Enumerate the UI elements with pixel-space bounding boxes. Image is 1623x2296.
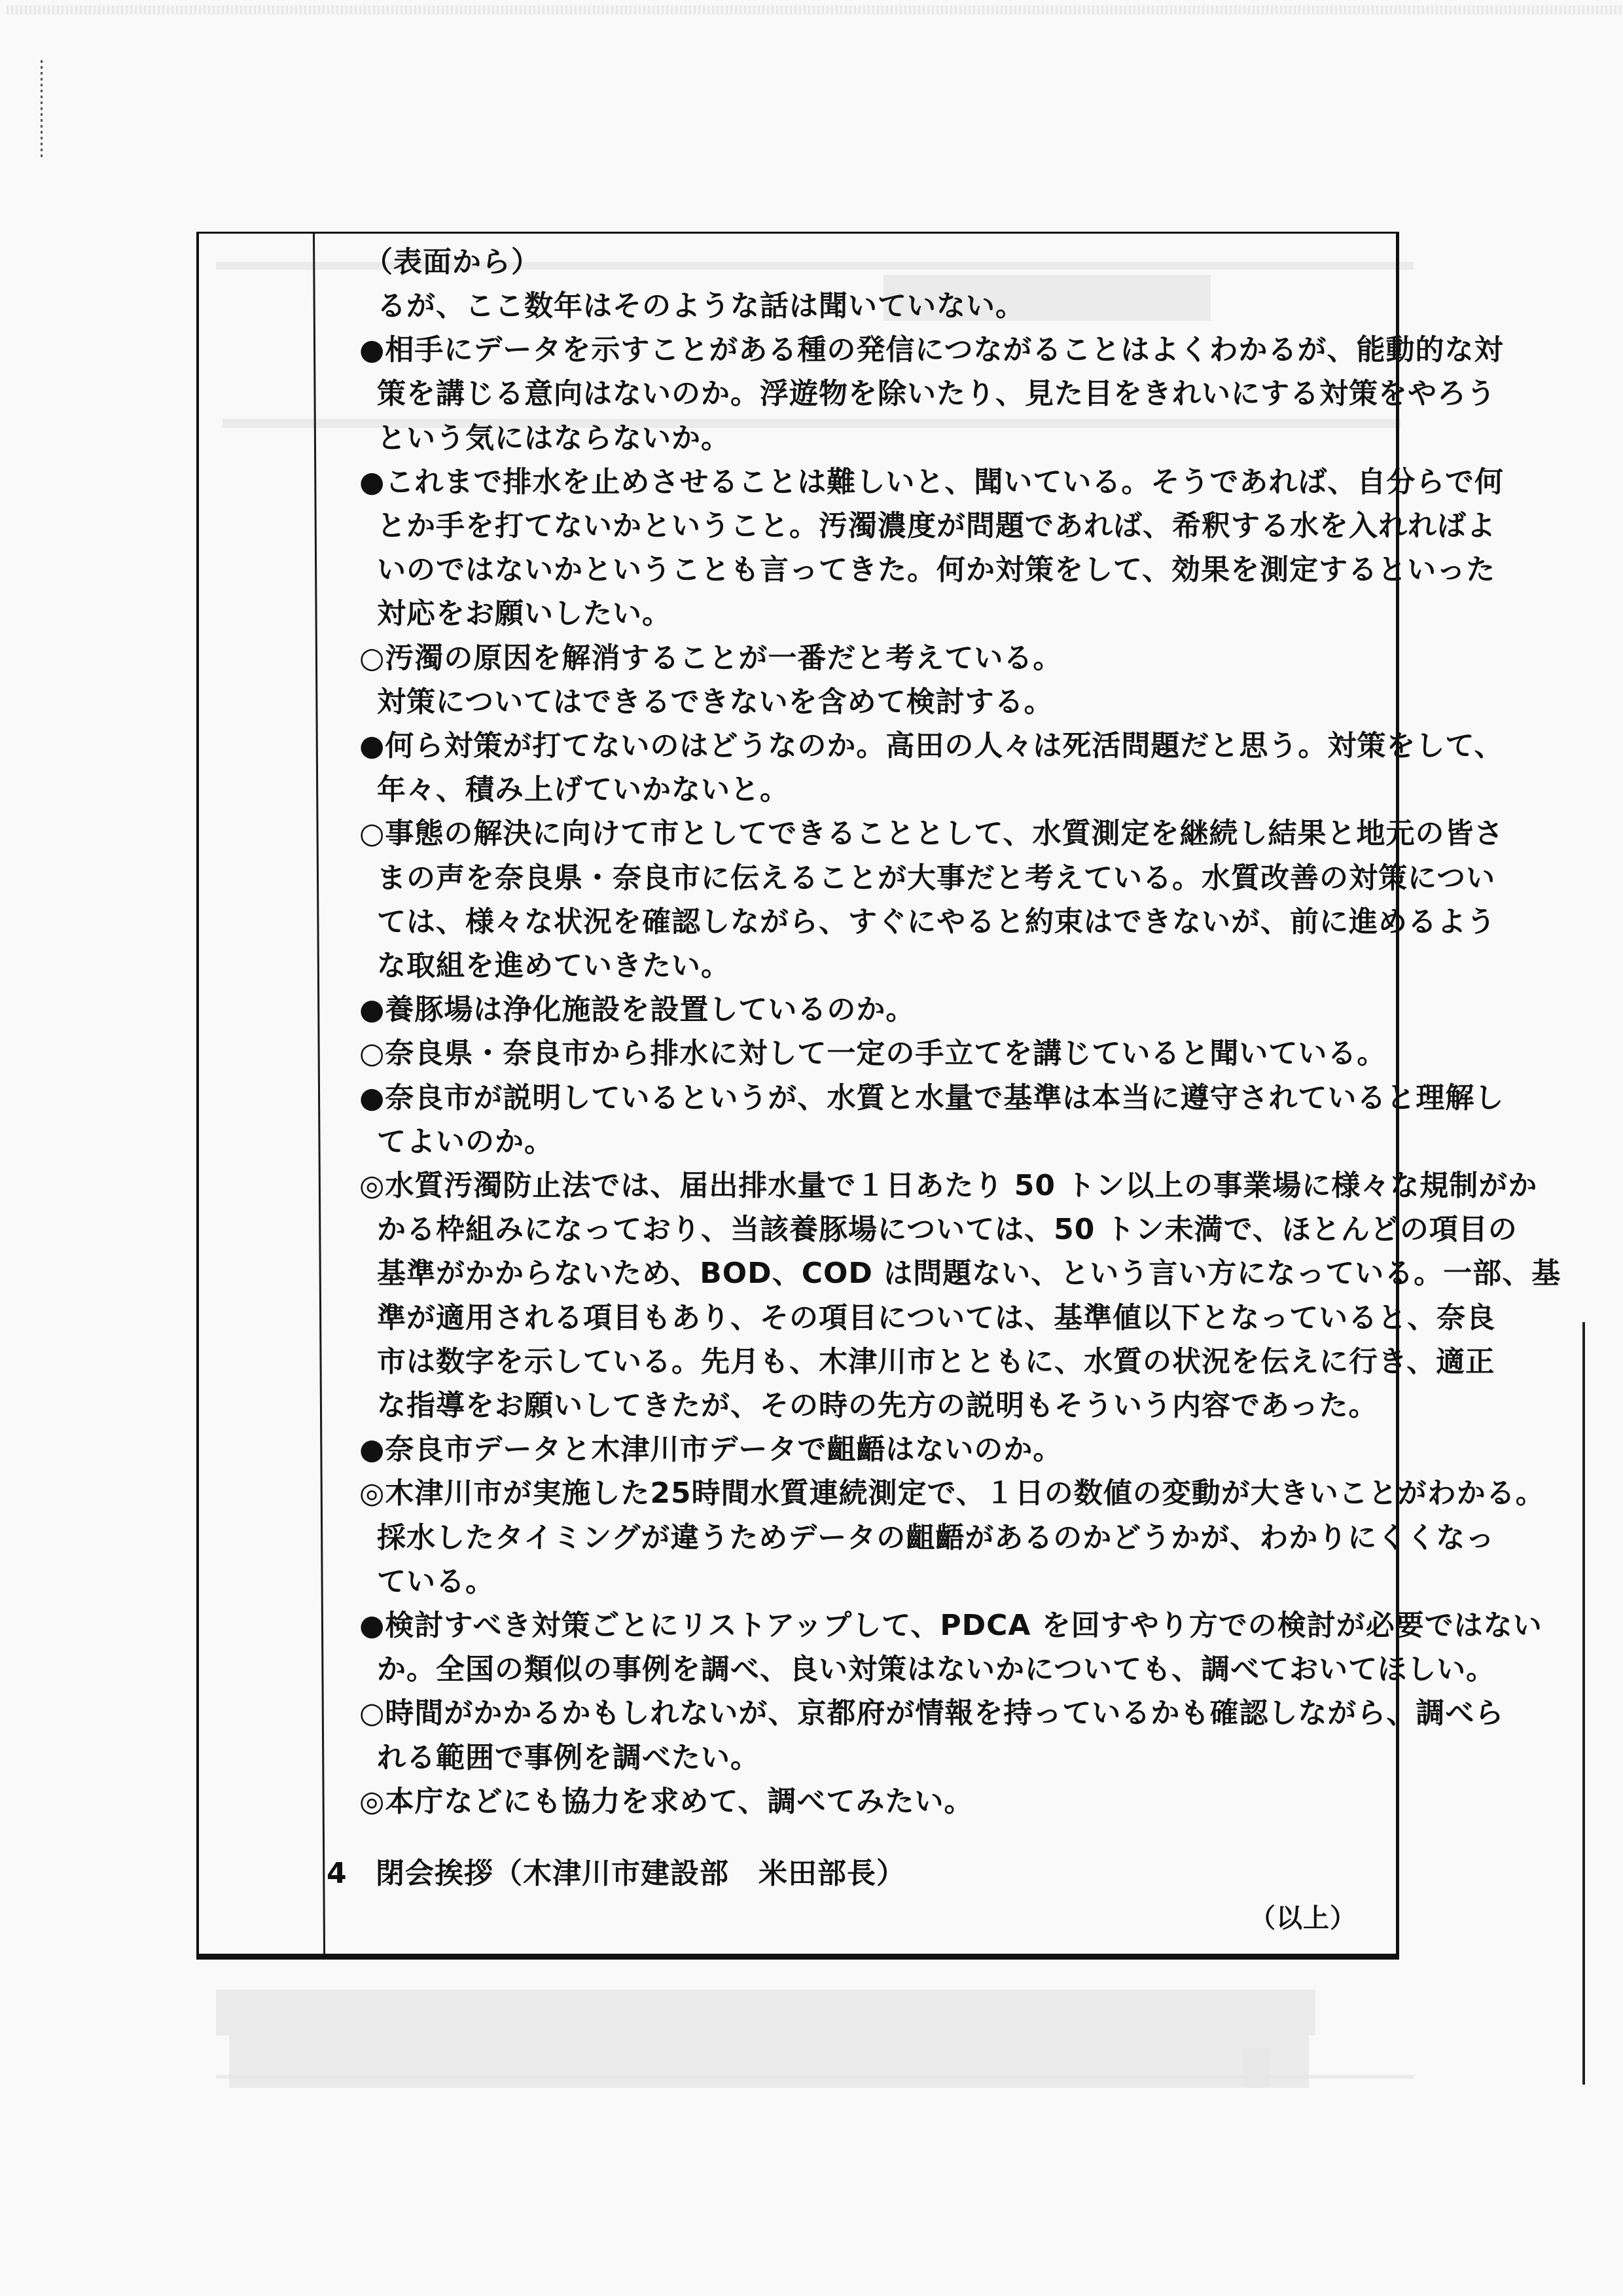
remark-continuation: な取組を進めていきたい。 xyxy=(377,949,730,982)
remark-continuation: ている。 xyxy=(377,1564,495,1598)
remark-continuation: ては、様々な状況を確認しながら、すぐにやると約束はできないが、前に進めるよう xyxy=(377,905,1496,939)
remark-continuation: いのではないかということも言ってきた。何か対策をして、効果を測定するといった xyxy=(377,553,1496,587)
remark-line: ●何ら対策が打てないのはどうなのか。高田の人々は死活問題だと思う。対策をして、 xyxy=(359,729,1504,762)
minutes-body xyxy=(199,234,1561,1954)
scan-mark-left xyxy=(41,60,43,158)
remark-line: ◎水質汚濁防止法では、届出排水量で１日あたり 50 トン以上の事業場に様々な規制がか xyxy=(359,1169,1538,1202)
remark-line: ●相手にデータを示すことがある種の発信につながることはよくわかるが、能動的な対 xyxy=(359,333,1504,367)
remark-line: ●養豚場は浄化施設を設置しているのか。 xyxy=(359,993,916,1027)
remark-line: ○時間がかかるかもしれないが、京都府が情報を持っているかも確認しながら、調べら xyxy=(359,1696,1505,1731)
remark-continuation: 基準がかからないため、BOD、COD は問題ない、という言い方になっている。一部、基 xyxy=(377,1257,1561,1291)
remark-line: ●奈良市データと木津川市データで齟齬はないのか。 xyxy=(359,1433,1063,1467)
remark-continuation: るが、ここ数年はそのような話は聞いていない。 xyxy=(377,289,1025,323)
end-mark: （以上） xyxy=(1249,1903,1357,1933)
show-through-ghost xyxy=(229,2036,1309,2088)
remark-continuation: てよいのか。 xyxy=(377,1124,554,1158)
remark-line: ●奈良市が説明しているというが、水質と水量で基準は本当に遵守されていると理解し xyxy=(359,1081,1505,1115)
scan-noise-top xyxy=(7,5,1623,14)
remark-line: ●これまで排水を止めさせることは難しいと、聞いている。そうであれば、自分らで何 xyxy=(359,465,1504,499)
remark-continuation: かる枠組みになっており、当該養豚場については、50 トン未満で、ほとんどの項目の xyxy=(377,1213,1518,1247)
remark-continuation: 準が適用される項目もあり、その項目については、基準値以下となっていると、奈良 xyxy=(377,1300,1496,1335)
section-4-heading xyxy=(327,1857,906,1891)
section-title: 閉会挨拶（木津川市建設部 米田部長） xyxy=(376,1857,906,1890)
show-through-ghost xyxy=(216,2075,1414,2079)
remark-line: ○奈良県・奈良市から排水に対して一定の手立てを講じていると聞いている。 xyxy=(359,1037,1387,1071)
remark-continuation: まの声を奈良県・奈良市に伝えることが大事だと考えている。水質改善の対策につい xyxy=(377,861,1496,895)
remark-continuation: 対策についてはできるできないを含めて検討する。 xyxy=(377,685,1054,719)
show-through-ghost xyxy=(216,1990,1315,2036)
remark-line: ●検討すべき対策ごとにリストアップして、PDCA を回すやり方での検討が必要ではない xyxy=(359,1609,1543,1642)
remark-continuation: 市は数字を示している。先月も、木津川市とともに、水質の状況を伝えに行き、適正 xyxy=(377,1344,1495,1378)
remark-line: ◎木津川市が実施した25時間水質連続測定で、１日の数値の変動が大きいことがわかる。 xyxy=(359,1477,1545,1511)
section-number: 4 xyxy=(327,1857,348,1890)
remark-continuation: とか手を打てないかということ。汚濁濃度が問題であれば、希釈する水を入れればよ xyxy=(377,509,1496,543)
remark-continuation: 策を講じる意向はないのか。浮遊物を除いたり、見た目をきれいにする対策をやろう xyxy=(377,377,1496,411)
remark-continuation: 対応をお願いしたい。 xyxy=(377,597,671,631)
scan-edge-right xyxy=(1582,1322,1585,2085)
remark-line: ◎本庁などにも協力を求めて、調べてみたい。 xyxy=(359,1784,974,1818)
remark-line: ○事態の解決に向けて市としてできることとして、水質測定を継続し結果と地元の皆さ xyxy=(359,817,1504,851)
remark-continuation: か。全国の類似の事例を調べ、良い対策はないかについても、調べておいてほしい。 xyxy=(377,1653,1496,1687)
remark-continuation: な指導をお願いしてきたが、その時の先方の説明もそういう内容であった。 xyxy=(377,1389,1378,1422)
continued-label: （表面から） xyxy=(364,245,541,279)
minutes-frame xyxy=(196,232,1561,1960)
remark-line: ○汚濁の原因を解消することが一番だと考えている。 xyxy=(359,641,1063,675)
remark-continuation: という気にはならないか。 xyxy=(377,421,730,455)
remark-continuation: 年々、積み上げていかないと。 xyxy=(377,773,789,807)
remark-continuation: 採水したタイミングが違うためデータの齟齬があるのかどうかが、わかりにくくなっ xyxy=(377,1520,1495,1554)
remark-continuation: れる範囲で事例を調べたい。 xyxy=(377,1740,760,1774)
show-through-ghost xyxy=(1243,2049,1270,2088)
